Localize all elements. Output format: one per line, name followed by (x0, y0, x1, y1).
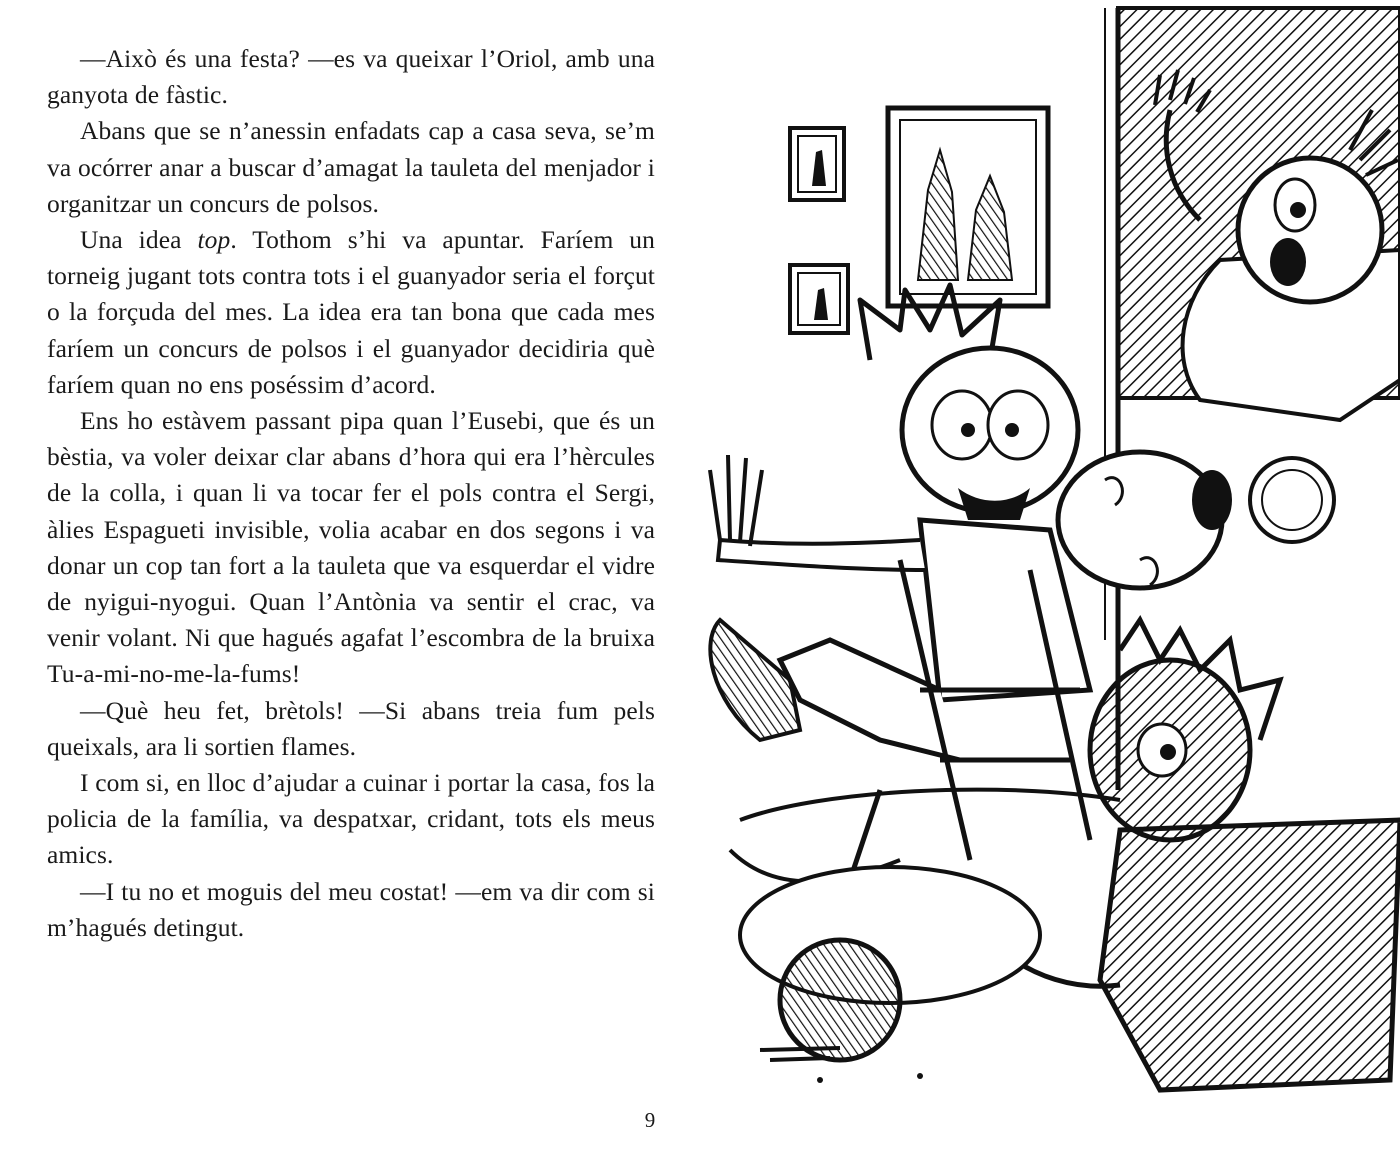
paragraph-3-start: Una idea (80, 225, 198, 255)
paragraph-5: —Què heu fet, brètols! —Si abans treia fum pels queixals, ara li sortien flames. (47, 695, 655, 761)
illustration-drawing (700, 0, 1400, 1167)
paragraph-4: Ens ho estàvem passant pipa quan l’Eusebi, que és un bèstia, va voler deixar clar abans d’hora qui era l’hèrcules de la colla, i quan li va tocar fer el pols contra el Sergi, àlies Espagueti invisible, volia acabar en dos segons i va donar un cop tan fort a la tauleta que va esquerdar el vidre de nyigui-nyogui. Quan l’Antònia va sentir el crac, va venir volant. Ni que hagués agafat l’escombra de la bruixa Tu-a-mi-no-me-la-fums! (47, 406, 655, 689)
text-column (47, 41, 655, 946)
flying-vase (1058, 452, 1232, 588)
cartoon-illustration (700, 0, 1400, 1167)
paragraph-3 (47, 222, 655, 403)
boy-on-chair (710, 285, 1090, 885)
paragraph-2: Abans que se n’anessin enfadats cap a casa seva, se’m va ocórrer anar a buscar d’amagat la tauleta del menjador i organitzar un concurs de polsos. (47, 116, 655, 218)
paragraph-6: I com si, en lloc d’ajudar a cuinar i portar la casa, fos la policia de la família, va despatxar, cridant, tots els meus amics. (47, 768, 655, 870)
flying-plate (1250, 458, 1334, 542)
page-number: 9 (644, 1108, 656, 1132)
paragraph-3-rest: . Tothom s’hi va apuntar. Faríem un torneig jugant tots contra tots i el guanyador seria el forçut o la forçuda del mes. La idea era tan bona que cada mes faríem un concurs de polsos i el guanyador decidiria què faríem quan no ens poséssim d’acord. (47, 225, 655, 399)
wall-pictures (790, 108, 1048, 333)
paragraph-1: —Això és una festa? —es va queixar l’Oriol, amb una ganyota de fàstic. (47, 44, 655, 110)
emphasis-top: top (197, 225, 231, 255)
paragraph-7: —I tu no et moguis del meu costat! —em va dir com si m’hagués detingut. (47, 876, 655, 942)
floor (730, 790, 1120, 1083)
